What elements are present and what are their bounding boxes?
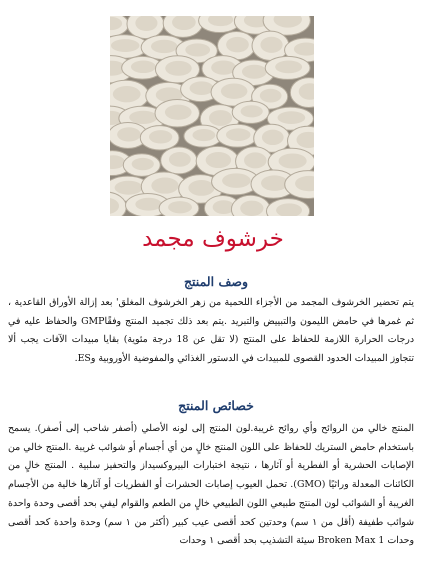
artichoke-piece-hollow [168, 201, 192, 213]
artichoke-piece-hollow [169, 152, 191, 167]
artichoke-piece-hollow [165, 61, 192, 76]
artichoke-piece-hollow [279, 153, 307, 168]
artichoke-piece-hollow [240, 201, 263, 216]
artichoke-piece-hollow [111, 39, 139, 52]
artichoke-piece-hollow [244, 152, 266, 168]
artichoke-piece-hollow [260, 89, 282, 103]
section-text-characteristics: المنتج خالي من الروائح وأي روائح غريبة.لون المنتج إلى لونه الأصلي (أصفر شاحب إلى أصفر). يسمح باستخدام حامض الستريك للحفاظ على اللون المنتج خالٍ من أي أجسام أو شوائب غريبة .المنتج خالي من الإصابات الحشرية أو الفطرية أو آثارها ، نتيجة اختبارات البيروكسيداز والتحفيز سلبية . المنتج خالٍ من الكائنات المعدلة وراثيًا (GMO). تحمل العيوب إصابات الحشرات أو الفطريات أو آثارها خالية من الأجسام الغريبة أو الشوائب لون المنتج طبيعي اللون الطبيعي خالٍ من الطعم والقوام ليفي بحد أقصى وحدة واحدة شوائب طفيفة (أقل من ١ سم) وحدتين كحد أقصى عيب كبير (أكثر من ١ سم) وحدة واحدة كحد أقصى وحدات Broken Max 1 سيئة التشذيب بحد أقصى ١ وحدات [8, 423, 415, 547]
artichoke-piece-hollow [242, 65, 267, 79]
section-text-description: يتم تحضير الخرشوف المجمد من الأجزاء اللحمية من زهر الخرشوف المغلق' بعد إزالة الأوراق القاعدية ، ثم غمرها في حامض الليمون والتبييض والتبريد .يتم بعد ذلك تجميد المنتج وفقًاGMP والحفاظ عليه في درجات الحرارة اللازمة للحفاظ على المنتج (لا تقل عن 18 درجة مئوية) بقايا مبيدات الآفات يجب ألا تتجاوز المبيدات الحدود القصوى للمبيدات في الدستور الغذائي والمفوضية الأوروبية وES. [8, 297, 414, 365]
artichoke-photo [110, 16, 314, 216]
artichoke-piece-hollow [188, 180, 214, 196]
artichoke-piece-hollow [226, 37, 249, 53]
artichoke-piece-hollow [131, 61, 156, 73]
artichoke-piece-hollow [151, 178, 178, 194]
artichoke-piece-hollow [149, 130, 172, 143]
artichoke-piece-hollow [221, 83, 248, 98]
artichoke-piece-hollow [135, 198, 161, 211]
artichoke-piece-hollow [241, 105, 263, 117]
artichoke-piece-hollow [275, 61, 302, 74]
section-heading-characteristics: خصائص المنتج [178, 398, 254, 413]
artichoke-piece-hollow [209, 110, 232, 126]
artichoke-piece-hollow [185, 43, 210, 56]
product-title: خرشوف مجمد [142, 226, 284, 252]
section-heading-description: وصف المنتج [183, 274, 249, 289]
artichoke-photo-drawing [110, 16, 314, 216]
artichoke-piece-hollow [115, 181, 143, 195]
artichoke-piece-hollow [206, 152, 231, 168]
artichoke-piece-hollow [193, 129, 216, 141]
artichoke-piece-hollow [222, 173, 251, 188]
artichoke-piece-hollow [117, 127, 141, 141]
artichoke-piece-hollow [151, 40, 177, 53]
artichoke-piece-hollow [261, 175, 288, 191]
artichoke-piece-hollow [165, 105, 192, 120]
artichoke-piece-hollow [113, 86, 141, 102]
artichoke-piece-hollow [278, 111, 306, 124]
artichoke-piece-hollow [260, 37, 282, 53]
artichoke-piece-hollow [226, 128, 251, 141]
artichoke-piece-hollow [129, 111, 157, 124]
artichoke-piece-hollow [132, 158, 154, 170]
artichoke-piece-hollow [190, 81, 214, 95]
artichoke-piece-hollow [262, 130, 284, 145]
